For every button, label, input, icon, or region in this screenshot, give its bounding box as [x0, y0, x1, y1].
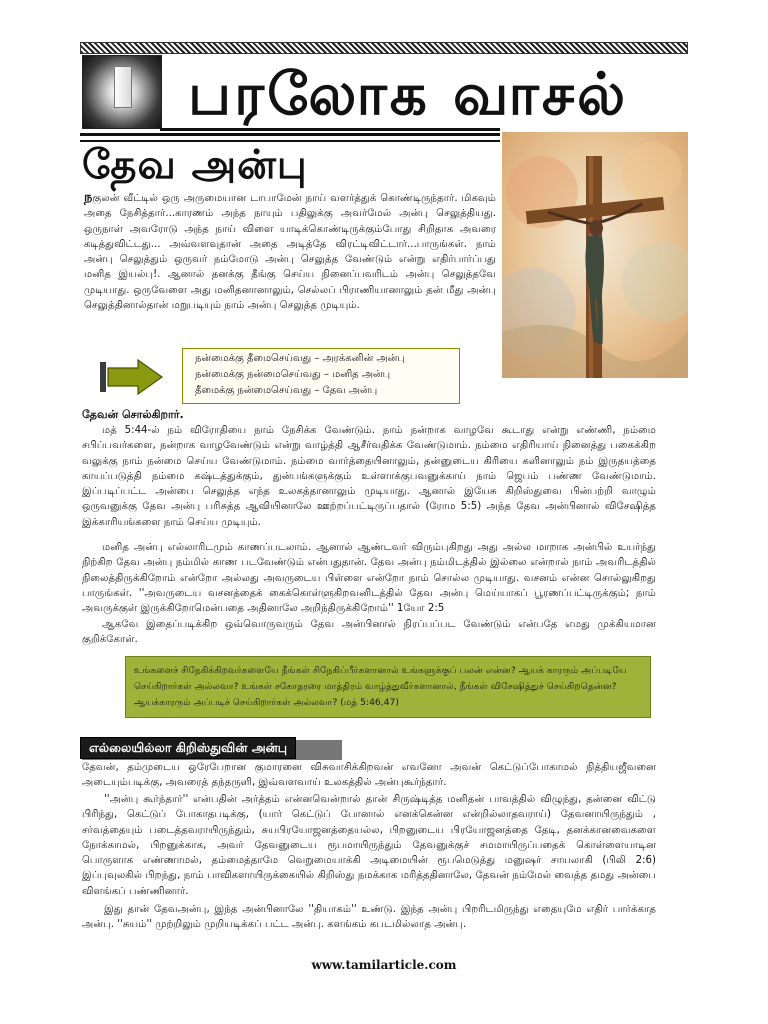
paragraph: ''அன்பு கூர்ந்தார்'' என்பதின் அர்த்தம் என்னவென்றால் தான் சிருஷ்டித்த மனிதன் பாவத்தில் விழுந்து, தன்னை விட்டு பிரிந்து, கெட்டுப் போகாதபடிக்கு, (யார் கெட்டுப் போனால் எனக்கென்ன என்றில்லாதவராய்) தேவனாயிருந்தும் , சர்வத்தையும் படைத்தவராயிருந்தும், சுயபிரயோஜனத்தையல்ல, பிறனுடைய பிரயோஜனத்தை தேடி, தனக்கானவைகளை நோக்காமல், பிறனுக்காக, அவர் தேவனுடைய ரூபமாயிருந்தும் தேவனுக்குச் சமமாயிருப்பதைக் கொள்ளையாடின பொருளாக எண்ணாமல், தம்மைத்தாமே வெறுமையாக்கி அடிமையின் ரூபமெடுத்து மனுஷர் சாயலாகி (பிலி 2:6) இப்புவுலகில் பிறந்து, நாம் பாவிகளாயிருக்கையில் கிறிஸ்து நமக்காக மரித்ததினாலே, தேவன் நம்மேல் வைத்த தமது அன்பை விளங்கப் பண்ணினார். — [82, 794, 656, 897]
right-arrow-icon — [98, 359, 164, 395]
paragraph: இது தான் தேவஅன்பு, இந்த அன்பினாலே ''தியாகம்'' உண்டு. இந்த அன்பு பிறரிடமிருந்து எதையுமே எதிர் பார்க்காத அன்பு. ''சுயம்'' முற்றிலும் முறியடிக்கப் பட்ட அன்பு. களங்கம் கபடமில்லாத அன்பு. — [82, 904, 656, 931]
intro-text: குலன் வீட்டில் ஒரு அருமையான டாபாமேன் நாய் வளர்த்துக் கொண்டிருந்தார். மிகவும் அதை நேசித்தார்...காரணம் அந்த நாயும் பதிலுக்கு அவர்மேல் அன்பு செலுத்தியது. ஒருநாள் அவரோடு அந்த நாய் விளை யாடிக்கொண்டிருக்கும்போது சிறிதாக அவரை கடித்துவிட்டது... அவ்வளவுதான் அதை அடித்தே விரட்டிவிட்டார்...பாருங்கள். நாம் அன்பு செலுத்தும் ஒருவர் நம்மோடு அன்பு செலுத்த வேண்டும் என்று எதிர்பார்ப்பது மனித இயல்பு!. ஆனால் தனக்கு தீங்கு செய்ய நினைப்பவரிடம் அன்பு செலுத்தவே முடியாது. ஒருவேளை அது மனிதனானாலும், செல்லப் பிராணியானாலும் தன் மீது அன்பு செலுத்தினால்தான் மறுபடியும் நாம் அன்பு செலுத்த முடியும். — [84, 193, 496, 312]
door-icon — [114, 66, 132, 108]
scripture-quote-box — [125, 656, 651, 718]
paragraph: ஆகவே இதைப்படிக்கிற ஒவ்வொருவரும் தேவ அன்பினால் நிரப்பப்பட வேண்டும் என்பதே எமது முக்கியமான குறிக்கோள். — [82, 619, 656, 646]
cross-painting — [502, 132, 688, 378]
subheading: தேவன் சொல்கிறார். — [82, 408, 184, 421]
website-link[interactable]: www.tamilarticle.com — [311, 958, 457, 972]
magazine-title: பரலோக வாசல் — [188, 60, 629, 128]
comparison-line: நன்மைக்கு தீமைசெய்வது – அரக்கனின் அன்பு — [195, 353, 405, 364]
header-rule — [160, 128, 500, 131]
scripture-quote: உங்களைச் சிநேகிக்கிறவர்களையே நீங்கள் சிநேகிப்பீர்களானால் உங்களுக்குப் பலன் என்ன? ஆயக் காரரும் அப்படியே செய்கிறார்கள் அல்லவா? உங்கள் சகோதரரை மாத்திரம் வாழ்த்துவீர்களானால், நீங்கள் விசேஷித்துச் செய்கிறதென்ன? ஆயக்காரரும் அப்படிச் செய்கிறார்கள் அல்லவா? (மத் 5:46,47) — [134, 665, 627, 708]
paragraph: மனித அன்பு எல்லாரிடமும் காணப்படலாம். ஆனால் ஆண்டவர் விரும்புகிறது அது அல்ல மாறாக அன்பில் உயர்ந்து நிற்கிற தேவ அன்பு நம்மில் காண படவேண்டும் என்பதுதான். தேவ அன்பு நம்மிடத்தில் இல்லை என்றால் நாம் அவரிடத்தில் நிலைத்திருக்கிறோம் என்றோ அல்லது அவருடைய பிள்ளை என்றோ நாம் சொல்ல முடியாது. வசனம் என்ன சொல்லுகிறது பாருங்கள். ''அவருடைய வசனத்தைக் கைக்கொள்ளுகிறவனிடத்தில் தேவ அன்பு மெய்யாகப் பூரணப்பட்டிருக்கும்; நாம் அவருக்குள் இருக்கிறோமென்பதை அதினாலே அறிந்திருக்கிறோம்'' 1யோ 2:5 — [82, 542, 656, 615]
header-rule — [80, 133, 500, 136]
masthead-border — [80, 42, 688, 54]
paragraph: மத் 5:44-ல் நம் விரோதியை நாம் நேசிக்க வேண்டும். நாம் நன்றாக வாழவே கூடாது என்று எண்ணி, நம்மை சபிப்பவர்களை, நன்றாக வாழவேண்டும் என்று வாழ்த்தி ஆசீர்வதிக்க வேண்டுமாம். நம்மை எதிரியாய் நினைத்து பகைக்கிற வலுக்கு நாம் நன்மை செய்ய வேண்டுமாம். நம்மை வார்த்தையினாலும், தன்னுடைய கிரியை களினாலும் நம் இருதயத்தை காயப்படுத்தி நம்மை கஷ்டத்துக்கும், துன்பங்களுக்கும் உள்ளாக்குபவனுக்காய் நாம் ஜெபம் பண்ண வேண்டுமாம். இப்படிப்பட்ட அன்பை செலுத்த எந்த உலகத்தானாலும் முடியாது. ஆனால் இயேசு கிறிஸ்துவை பின்பற்றி வாழும் ஒருவனுக்கு தேவ அன்பு பரிசுத்த ஆவியினாலே ஊற்றப்பட்டிருப்பதால் (ரோம 5:5) அந்த தேவ அன்பினால் விசேஷித்த இக்காரியங்களை நாம் செய்ய முடியும். — [82, 425, 656, 528]
section-heading: எல்லையில்லா கிறிஸ்துவின் அன்பு — [80, 737, 296, 759]
intro-paragraph — [84, 190, 496, 313]
comparison-box — [182, 348, 460, 404]
drop-cap: ந — [84, 190, 93, 205]
comparison-line: தீமைக்கு நன்மைசெய்வது – தேவ அன்பு — [195, 385, 378, 396]
article-title: தேவ அன்பு — [82, 142, 308, 188]
paragraph: தேவன், தம்முடைய ஒரேபேறான குமாரனை விசுவாசிக்கிறவன் எவனோ அவன் கெட்டுப்போகாமல் நித்தியஜீவனை அடையும்படிக்கு, அவரைத் தந்தருளி, இவ்வளவாய் உலகத்தில் அன்புகூர்ந்தார். — [82, 762, 656, 789]
comparison-line: நன்மைக்கு நன்மைசெய்வது – மனித அன்பு — [195, 369, 391, 380]
